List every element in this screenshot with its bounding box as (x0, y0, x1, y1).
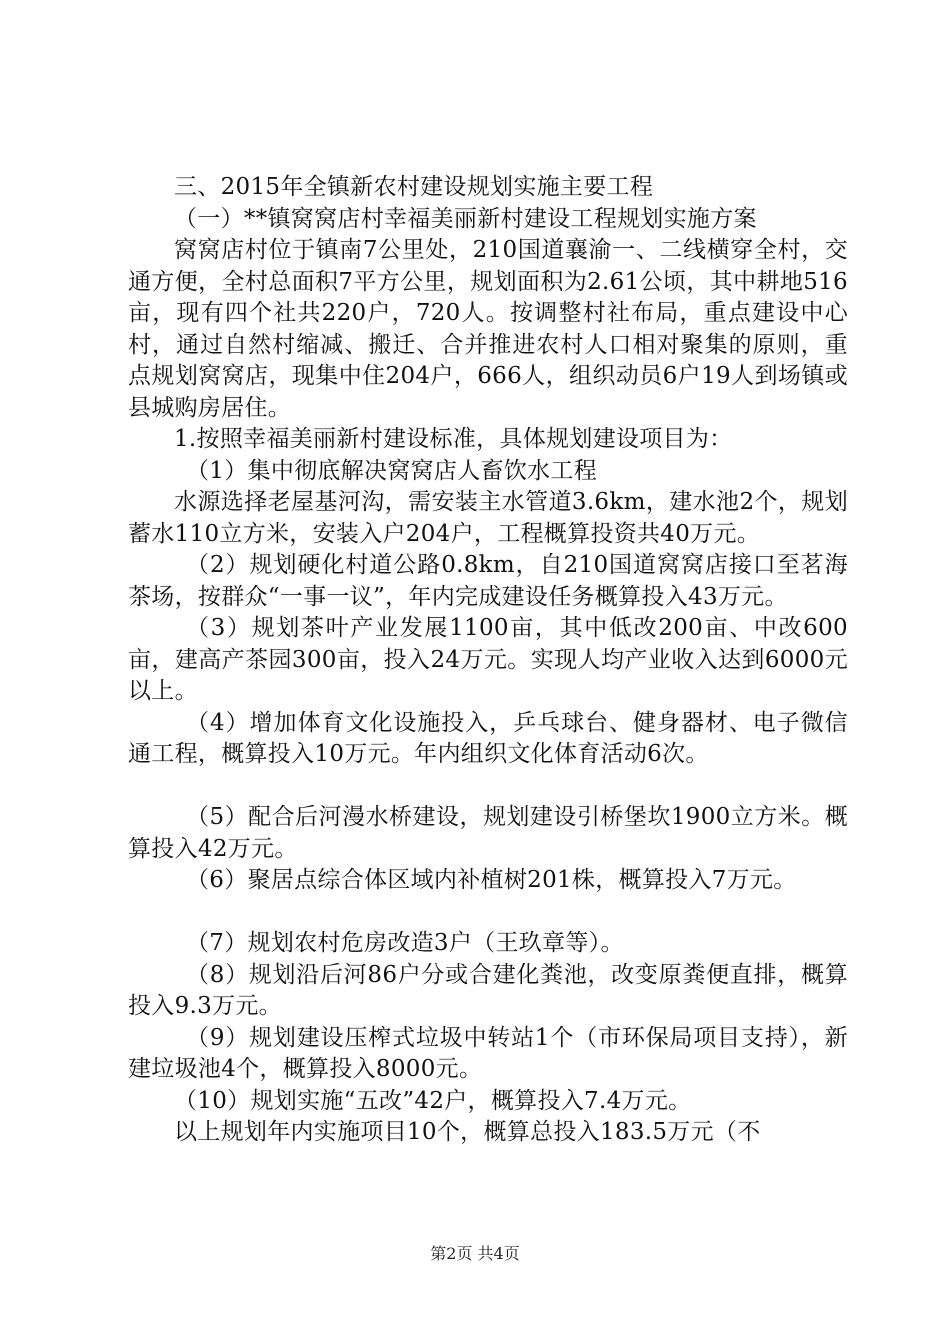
section-heading: 三、2015年全镇新农村建设规划实施主要工程 (174, 174, 654, 200)
item-4-paragraph: （4）增加体育文化设施投入，乒乓球台、健身器材、电子微信通工程，概算投入10万元。年内组织文化体育活动6次。 (128, 709, 848, 767)
item-8-paragraph: （8）规划沿后河86户分或合建化粪池，改变原粪便直排，概算投入9.3万元。 (128, 961, 848, 1019)
item-9-paragraph: （9）规划建设压榨式垃圾中转站1个（市环保局项目支持），新建垃圾池4个，概算投入8000元。 (128, 1024, 848, 1082)
item-2-paragraph: （2）规划硬化村道公路0.8km，自210国道窝窝店接口至茗海茶场，按群众“一事一议”，年内完成建设任务概算投入43万元。 (128, 552, 848, 610)
page-footer: 第2页 共4页 (430, 1244, 520, 1263)
section-subheading: （一）**镇窝窝店村幸福美丽新村建设工程规划实施方案 (174, 205, 757, 232)
standard-paragraph: 1.按照幸福美丽新村建设标准，具体规划建设项目为： (174, 426, 733, 452)
item-6-paragraph: （6）聚居点综合体区域内补植树201株，概算投入7万元。 (186, 867, 797, 893)
document-body (128, 172, 848, 1149)
item-1-title: （1）集中彻底解决窝窝店人畜饮水工程 (186, 457, 598, 484)
item-1-body: 水源选择老屋基河沟，需安装主水管道3.6km，建水池2个，规划蓄水110立方米，安装入户204户，工程概算投资共40万元。 (128, 489, 848, 547)
item-5-paragraph: （5）配合后河漫水桥建设，规划建设引桥堡坎1900立方米。概算投入42万元。 (128, 804, 848, 862)
intro-paragraph: 窝窝店村位于镇南7公里处，210国道襄渝一、二线横穿全村，交通方便，全村总面积7平方公里，规划面积为2.61公顷，其中耕地516亩，现有四个社共220户，720人。按调整村社布局，重点建设中心村，通过自然村缩减、搬迁、合并推进农村人口相对聚集的原则，重点规划窝窝店，现集中住204户，666人，组织动员6户19人到场镇或县城购房居住。 (128, 237, 848, 421)
item-3-paragraph: （3）规划茶叶产业发展1100亩，其中低改200亩、中改600亩，建高产茶园300亩，投入24万元。实现人均产业收入达到6000元以上。 (128, 615, 848, 704)
summary-paragraph: 以上规划年内实施项目10个，概算总投入183.5万元（不 (174, 1119, 761, 1145)
item-10-paragraph: （10）规划实施“五改”42户，概算投入7.4万元。 (174, 1087, 692, 1114)
item-7-paragraph: （7）规划农村危房改造3户（王玖章等）。 (186, 930, 624, 956)
